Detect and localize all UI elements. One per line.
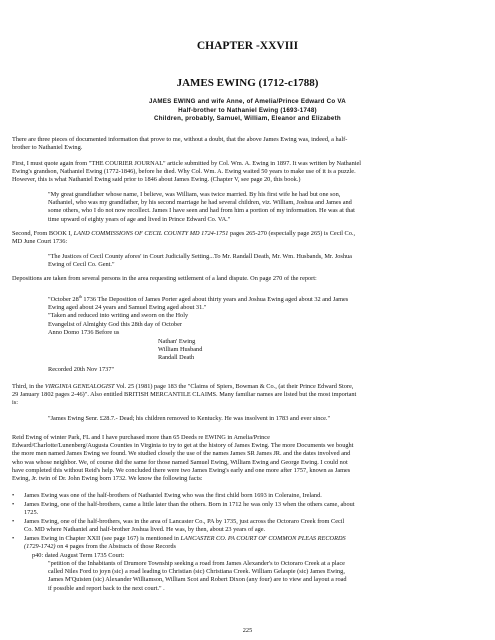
text-line: Reid Ewing of winter Park, FL and I have purchased more than 65 Deeds re EWING in Amelia/Prince bbox=[12, 434, 270, 441]
text-line: James Ewing, one of the half-brothers, came a little later than the others. Born in 1712 he was only 13 when the others came, about bbox=[24, 501, 355, 508]
subtitle-line: JAMES EWING and wife Anne, of Amelia/Prince Edward Co VA bbox=[148, 98, 347, 105]
paragraph-intro bbox=[12, 136, 484, 152]
superscript: th bbox=[78, 293, 82, 299]
recorded-line: Recorded 20th Nov 1737" bbox=[48, 366, 115, 373]
text-span: Vol. 25 (1981) page 183 the "Claims of Spiers, Bowman & Co., (at their Prince Edward Store, bbox=[114, 383, 354, 390]
text-span: 1736 The Deposition of James Porter aged about thirty years and Joshua Ewing aged about 32 and James bbox=[81, 296, 349, 303]
list-item bbox=[24, 501, 484, 517]
text-line: Ewing's grandson, Nathaniel Ewing (1772-1846), before he died. Why Col. Wm. A. Ewing waited 50 years to make use of it is a puzzle. bbox=[12, 168, 356, 176]
text-line: There are three pieces of documented information that prove to me, without a doubt, that the above James Ewing was, indeed, a half- bbox=[12, 136, 348, 143]
records-title: LANCASTER CO. PA COURT OF COMMON PLEAS RECORDS bbox=[180, 535, 346, 542]
text-line: James Ewing was one of the half-brothers of Nathaniel Ewing who was the first child born 1693 in Coleraine, Ireland. bbox=[24, 492, 322, 499]
subtitle-line: Half-brother to Nathaniel Ewing (1693-1748) bbox=[178, 106, 317, 114]
text-line: Edward/Charlotte/Lunenberg/Augusta Counties in Virginia to try to get at the history of James Ewing. The more Documents we bought bbox=[12, 442, 354, 450]
journal-title: VIRGINIA GENEALOGIST bbox=[44, 383, 115, 390]
text-line: the more men named James Ewing we found. We studied closely the use of the names James SR James JR. and the dates involved and bbox=[12, 450, 351, 458]
paragraph-depositions: Depositions are taken from several persons in the area requesting settlement of a land dispute. On page 270 of the report: bbox=[12, 275, 317, 282]
signers-list bbox=[158, 338, 358, 363]
text-line: Co. MD where Nathaniel and half-brother Joshua lived. He was, by then, about 23 years of age. bbox=[24, 526, 266, 534]
list-item bbox=[24, 535, 484, 551]
text-line bbox=[12, 230, 484, 238]
text-line: Ewing, Jr. twin of Dr. John Ewing born 1732. We know the following facts: bbox=[12, 475, 203, 483]
text-line: MD June Court 1736: bbox=[12, 238, 68, 246]
text-line: if possible and report back to the next court." . bbox=[48, 584, 165, 592]
quote-claims: "James Ewing Senr. £28.7.- Dead; his children removed to Kentucky. He was insolvent in 1783 and ever since." bbox=[48, 415, 331, 422]
paragraph-third-evidence bbox=[12, 383, 484, 408]
signer-name: Nathan' Ewing bbox=[158, 338, 196, 345]
text-span: James Ewing in Chapter XXII (see page 167) is mentioned in bbox=[24, 535, 181, 542]
text-line: First, I must quote again from "THE COURIER JOURNAL" article submitted by Col. Wm. A. Ewing in 1897. It was written by Nathaniel bbox=[12, 160, 362, 167]
bullet-marker: • bbox=[12, 492, 15, 499]
book-title: LAND COMMISSIONS OF CECIL COUNTY MD 1724-1751 bbox=[73, 230, 229, 237]
text-line: time upward of eighty years of age and lived in Prince Edward Co. VA." bbox=[48, 215, 231, 223]
text-line: James Ewing, one of the half-brothers, was in the area of Lancaster Co., PA by 1735, just across the Octoraro Creek from Cecil bbox=[24, 518, 345, 525]
bullet-marker: • bbox=[12, 501, 15, 508]
bullet-marker: • bbox=[12, 518, 15, 525]
quote-justices bbox=[48, 253, 480, 269]
text-line bbox=[12, 383, 484, 391]
text-line bbox=[24, 543, 484, 551]
page-number: 225 bbox=[242, 627, 253, 634]
text-line: who was whose neighbor. We, of course did the same for those named Samuel Ewing, William Ewing and George Ewing. I could not bbox=[12, 458, 348, 466]
text-span: on 4 pages from the Abstracts of those Records bbox=[55, 543, 176, 551]
text-line: 29 January 1802 pages 2-46)". Also entitled BRITISH MERCANTILE CLAIMS. Many familiar names are listed but the most important bbox=[12, 391, 357, 399]
text-line: called Niles Ford to joyn (sic) a road leading to Christian (sic) Christiana Creek. William Gelaspie (sic) James Ewing, bbox=[48, 568, 345, 576]
text-line: "petition of the Inhabitants of Drumore Township seeking a road from James Alexander's to Octoraro Creek at a place bbox=[48, 560, 345, 567]
text-line bbox=[48, 293, 480, 304]
text-line: However, this is what Nathaniel Ewing said prior to 1846 about James Ewing. (Chapter V, see page 20, this book.) bbox=[12, 176, 301, 184]
text-span: Second, From BOOK I, bbox=[12, 230, 74, 237]
list-item bbox=[24, 518, 484, 534]
text-line: Anno Domo 1736 Before us bbox=[48, 328, 120, 336]
text-line: have completed this without Reid's help. We concluded there were two James Ewing's early and one more after 1757, known as James bbox=[12, 466, 351, 474]
bullet-marker: • bbox=[12, 535, 15, 542]
paragraph-first-evidence bbox=[12, 160, 484, 185]
text-line: Evangelist of Almighty God this 28th day of October bbox=[48, 320, 182, 328]
paragraph-second-evidence bbox=[12, 230, 484, 246]
signer-name: Randall Death bbox=[158, 354, 195, 362]
text-line: brother to Nathaniel Ewing. bbox=[12, 144, 83, 152]
list-item bbox=[24, 492, 484, 500]
paragraph-deeds bbox=[12, 434, 484, 483]
text-line: "My great grandfather whose name, I believe, was William, was twice married. By his first wife he had but one son, bbox=[48, 191, 341, 198]
quote-deposition bbox=[48, 293, 480, 337]
subtitle-line: Children, probably, Samuel, William, Eleanor and Elizabeth bbox=[154, 115, 341, 122]
text-line: some others, who I do not now recollect. James I have seen and had from him a portion of my information. He was at that bbox=[48, 207, 355, 215]
text-line bbox=[24, 535, 484, 543]
signer-name: William Husband bbox=[158, 346, 203, 354]
text-line: Nathaniel, who was my grandfather, by his second marriage he had several children, viz. William, Joshua and James and bbox=[48, 199, 352, 207]
text-line: Ewing of Cecil Co. Gent." bbox=[48, 261, 115, 269]
text-line: is: bbox=[12, 399, 18, 407]
text-span: pages 265-270 (especially page 265) is Cecil Co., bbox=[228, 230, 356, 237]
text-line: "The Justices of Cecil County afores' in Court Judicially Setting...To Mr. Randall Death, Mr. Wm. Husbands, Mr. Joshua bbox=[48, 253, 352, 260]
records-years: (1729-1742) bbox=[24, 543, 56, 551]
text-line: "Taken and reduced into writing and sworn on the Holy bbox=[48, 312, 189, 320]
chapter-title: JAMES EWING (1712-c1788) bbox=[176, 77, 319, 89]
text-line: Ewing aged about 24 years and Samuel Ewing aged about 31." bbox=[48, 304, 207, 312]
quote-petition bbox=[48, 560, 480, 593]
quote-nathaniel bbox=[48, 191, 480, 224]
text-span: "October 28 bbox=[48, 296, 79, 303]
court-term-line: p40: dated August Term 1735 Court: bbox=[32, 551, 125, 559]
chapter-heading: CHAPTER -XXVIII bbox=[196, 40, 299, 52]
text-line: James M'Quisten (sic) Alexander Williamson, William Scot and Robert Dixon (any four) are to view and layout a road bbox=[48, 576, 347, 584]
text-line: 1725. bbox=[24, 509, 39, 517]
text-span: Third, in the bbox=[12, 383, 45, 390]
